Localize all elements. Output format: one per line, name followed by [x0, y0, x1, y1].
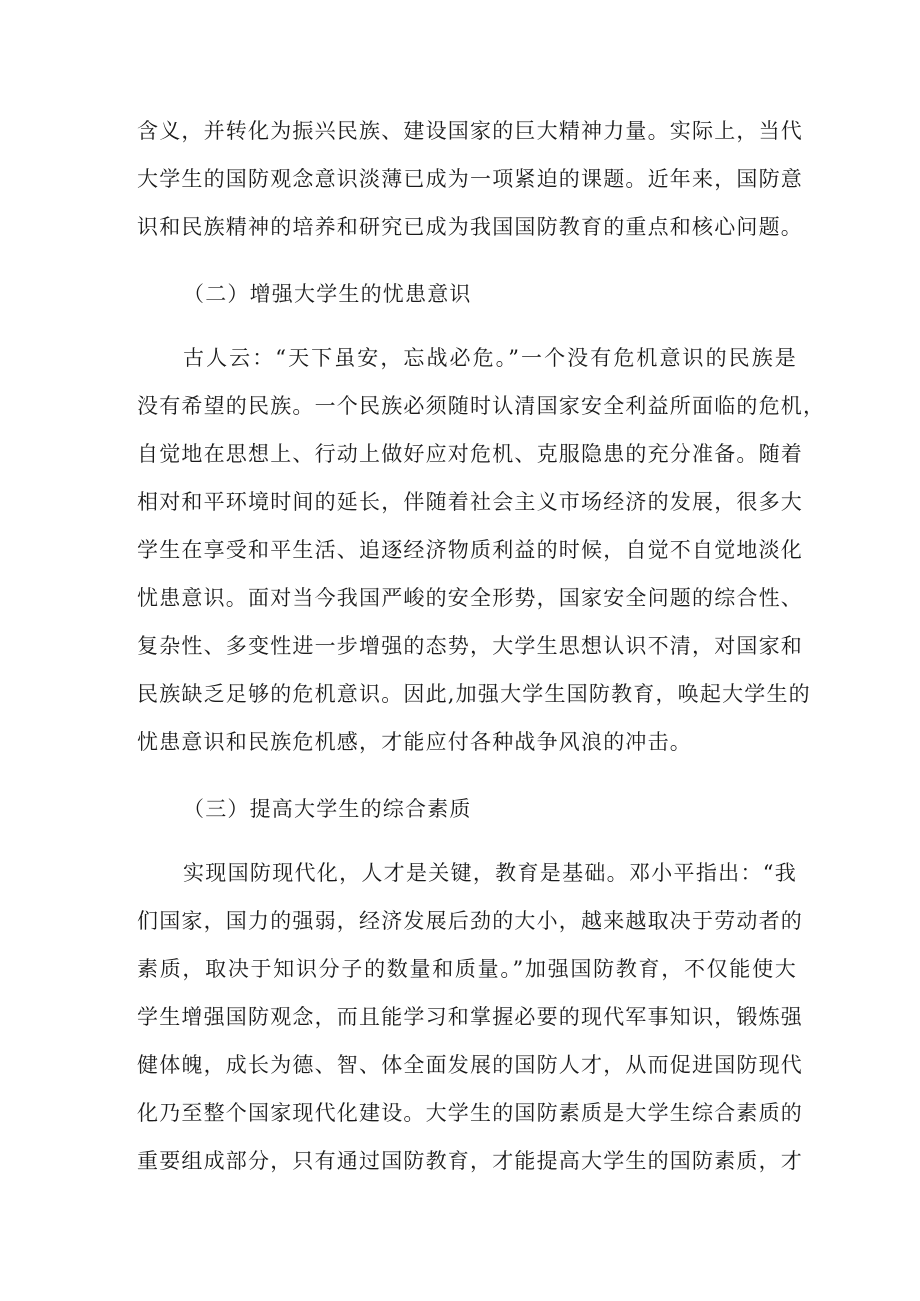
paragraph-line: 没有希望的民族。一个民族必须随时认清国家安全利益所面临的危机， — [137, 394, 826, 418]
paragraph-line: 实现国防现代化，人才是关键，教育是基础。邓小平指出：“我 — [183, 861, 797, 885]
paragraph-line: 学生在享受和平生活、追逐经济物质利益的时候，自觉不自觉地淡化 — [137, 538, 803, 562]
section-heading: （二）增强大学生的忧患意识 — [183, 282, 472, 306]
paragraph-line: 相对和平环境时间的延长，伴随着社会主义市场经济的发展，很多大 — [137, 490, 803, 514]
paragraph-line: 重要组成部分，只有通过国防教育，才能提高大学生的国防素质，才 — [137, 1149, 803, 1173]
paragraph-line: 健体魄，成长为德、智、体全面发展的国防人才，从而促进国防现代 — [137, 1053, 803, 1077]
paragraph-line: 们国家，国力的强弱，经济发展后劲的大小，越来越取决于劳动者的 — [137, 909, 803, 933]
paragraph-line: 化乃至整个国家现代化建设。大学生的国防素质是大学生综合素质的 — [137, 1101, 803, 1125]
paragraph-line: 古人云：“天下虽安，忘战必危。”一个没有危机意识的民族是 — [183, 346, 797, 370]
paragraph-line: 自觉地在思想上、行动上做好应对危机、克服隐患的充分准备。随着 — [137, 442, 803, 466]
paragraph-line: 素质，取决于知识分子的数量和质量。”加强国防教育，不仅能使大 — [137, 957, 797, 981]
paragraph-line: 大学生的国防观念意识淡薄已成为一项紧迫的课题。近年来，国防意 — [137, 167, 803, 191]
paragraph-line: 忧患意识。面对当今我国严峻的安全形势，国家安全问题的综合性、 — [137, 586, 803, 610]
paragraph-line: 识和民族精神的培养和研究已成为我国国防教育的重点和核心问题。 — [137, 215, 803, 239]
paragraph-line: 忧患意识和民族危机感，才能应付各种战争风浪的冲击。 — [137, 730, 692, 754]
paragraph-line: 民族缺乏足够的危机意识。因此,加强大学生国防教育，唤起大学生的 — [137, 682, 811, 706]
paragraph-line: 含义，并转化为振兴民族、建设国家的巨大精神力量。实际上，当代 — [137, 119, 803, 143]
paragraph-line: 复杂性、多变性进一步增强的态势，大学生思想认识不清，对国家和 — [137, 634, 803, 658]
section-heading: （三）提高大学生的综合素质 — [183, 797, 472, 821]
paragraph-line: 学生增强国防观念，而且能学习和掌握必要的现代军事知识，锻炼强 — [137, 1005, 803, 1029]
